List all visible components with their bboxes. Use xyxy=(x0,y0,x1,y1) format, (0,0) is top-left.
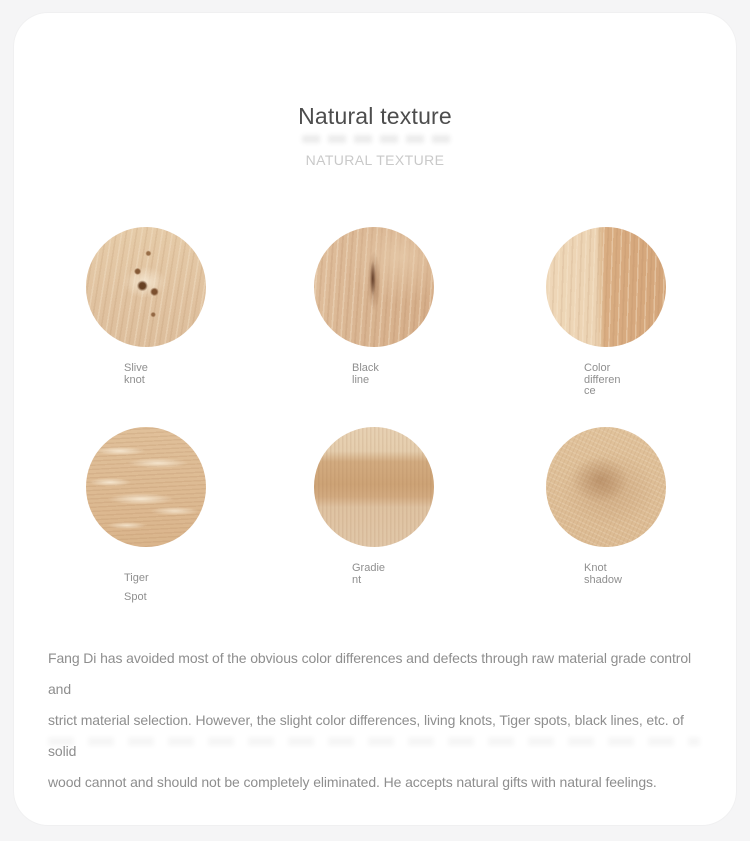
texture-label-color-difference xyxy=(584,363,668,398)
texture-item-slive-knot xyxy=(86,227,208,386)
wood-sample-gradient-image xyxy=(314,427,434,547)
label-line: nt xyxy=(352,573,362,586)
texture-item-black-line xyxy=(314,227,436,386)
wood-sample-tiger-spot-image xyxy=(86,427,206,547)
texture-label-tiger-spot xyxy=(124,569,208,607)
texture-item-color-difference xyxy=(546,227,668,398)
faded-text-artifact xyxy=(302,135,452,143)
label-line: Black xyxy=(352,362,379,374)
label-line: ce xyxy=(584,385,596,397)
texture-item-knot-shadow xyxy=(546,427,668,586)
texture-label-knot-shadow xyxy=(584,563,668,586)
texture-label-gradient xyxy=(352,563,436,586)
description-line: strict material selection. However, the slight color differences, living knots, Tiger spots, black lines, etc. of solid xyxy=(48,712,684,759)
label-line: knot xyxy=(124,373,145,386)
label-line: Spot xyxy=(124,591,147,603)
label-line: line xyxy=(352,373,370,386)
section-title: Natural texture xyxy=(298,103,452,129)
section-subtitle: NATURAL TEXTURE xyxy=(305,152,445,168)
wood-sample-knot-shadow-image xyxy=(546,427,666,547)
label-line: Knot xyxy=(584,562,607,574)
texture-label-slive-knot xyxy=(124,363,208,386)
wood-sample-black-line-image xyxy=(314,227,434,347)
wood-sample-slive-knot-image xyxy=(86,227,206,347)
label-line: differen xyxy=(584,373,621,386)
texture-item-gradient xyxy=(314,427,436,586)
label-line: Slive xyxy=(124,362,148,374)
texture-item-tiger-spot xyxy=(86,427,208,607)
wood-sample-color-difference-image xyxy=(546,227,666,347)
description-line: Fang Di has avoided most of the obvious color differences and defects through raw material grade control and xyxy=(48,650,692,697)
description-line: wood cannot and should not be completely eliminated. He accepts natural gifts with natural feelings. xyxy=(48,774,657,790)
label-line: Color xyxy=(584,362,611,374)
label-line: Tiger xyxy=(124,572,149,584)
texture-label-black-line xyxy=(352,363,436,386)
label-line: Gradie xyxy=(352,562,386,574)
label-line: shadow xyxy=(584,573,622,586)
description-text xyxy=(48,643,708,798)
natural-texture-section xyxy=(14,13,736,825)
